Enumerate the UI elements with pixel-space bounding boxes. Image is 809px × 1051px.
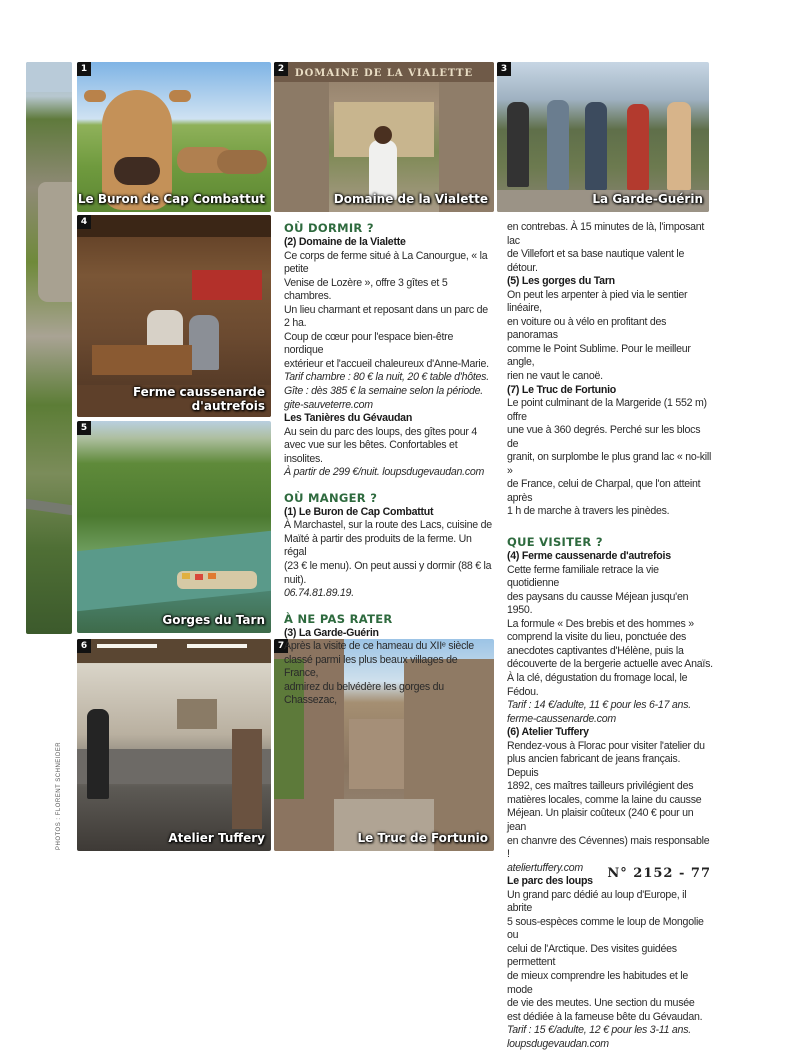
body-line: 5 sous-espèces comme le loup de Mongolie ou: [507, 915, 704, 942]
body-line: Au sein du parc des loups, des gîtes pour 4: [284, 425, 478, 438]
text-column-2: [507, 221, 713, 1051]
body-line: celui de l'Arctique. Des visites guidées permettent: [507, 942, 677, 969]
photo-tarn: [77, 421, 271, 633]
body-line: matières locales, comme la laine du causse: [507, 793, 702, 806]
body-line: comme le Point Sublime. Pour le meilleur angle,: [507, 342, 691, 369]
photo-ferme: [77, 215, 271, 417]
photo-caption: Domaine de la Vialette: [333, 192, 488, 206]
body-line: en voiture ou à vélo en profitant des panoramas: [507, 315, 667, 342]
body-line: découverte de la bergerie actuelle avec Anaïs.: [507, 658, 713, 671]
body-line: 1 h de marche à travers les pinèdes.: [507, 505, 670, 518]
body-line: admirez du belvédère les gorges du Chassezac,: [284, 680, 444, 707]
photo-number: 4: [77, 215, 91, 229]
body-line: de France, celui de Charpal, que l'on atteint après: [507, 478, 701, 504]
entry-title: (4) Ferme caussenarde d'autrefois: [507, 550, 671, 563]
body-line: rien ne vaut le canoë.: [507, 370, 603, 383]
body-line: de mieux comprendre les habitudes et le mode: [507, 969, 689, 996]
body-line: des paysans du causse Méjean jusqu'en 1950.: [507, 590, 689, 617]
entry-title: Le parc des loups: [507, 875, 593, 888]
heading-a-ne-pas-rater: À NE PAS RATER: [284, 611, 393, 626]
body-line: À Marchastel, sur la route des Lacs, cuisine de: [284, 519, 492, 532]
photo-number: 5: [77, 421, 91, 435]
tarif-line: Gîte : dès 385 € la semaine selon la période.: [284, 385, 483, 398]
body-line: La formule « Des brebis et des hommes »: [507, 617, 694, 630]
body-line: Un grand parc dédié au loup d'Europe, il abrite: [507, 888, 687, 915]
tarif-line: Tarif chambre : 80 € la nuit, 20 € table d'hôtes.: [284, 371, 489, 384]
text-column-1: [284, 221, 494, 708]
body-line: Un lieu charmant et reposant dans un parc de 2 ha.: [284, 303, 488, 330]
body-line: Rendez-vous à Florac pour visiter l'atelier du: [507, 739, 705, 752]
body-line: granit, on surplombe le plus grand lac « no-kill »: [507, 451, 712, 477]
body-line: Venise de Lozère », offre 3 gîtes et 5 chambres.: [284, 276, 448, 303]
photo-garde-guerin: [497, 62, 709, 212]
body-line: Le point culminant de la Margeride (1 552 m) offre: [507, 397, 707, 423]
cliff-photo-strip: [26, 62, 72, 634]
heading-ou-manger: OÙ MANGER ?: [284, 490, 378, 505]
photo-caption: Ferme caussenarde d'autrefois: [132, 385, 265, 413]
photo-number: 7: [274, 639, 288, 653]
domaine-sign: DOMAINE DE LA VIALETTE: [294, 68, 474, 79]
phone-number: 06.74.81.89.19.: [284, 587, 354, 600]
body-line: À la clé, dégustation du fromage local, le Fédou.: [507, 671, 688, 698]
body-line: plus ancien fabricant de jeans français. Depuis: [507, 753, 681, 779]
body-line: classé parmi les plus beaux villages de France,: [284, 653, 458, 680]
page-folio: N° 2152 - 77: [607, 866, 711, 881]
heading-que-visiter: QUE VISITER ?: [507, 535, 603, 550]
body-line: une vue à 360 degrés. Perché sur les blocs de: [507, 424, 701, 450]
photo-credit: PHOTOS : FLORENT SCHNEIDER: [56, 741, 62, 850]
tarif-line: Tarif : 14 €/adulte, 11 € pour les 6-17 ans.: [507, 699, 691, 712]
body-line: Après la visite de ce hameau du XIIᵉ siècle: [284, 640, 474, 653]
photo-number: 6: [77, 639, 91, 653]
body-line: de vie des meutes. Une section du musée: [507, 997, 695, 1010]
body-line: avec vue sur les bêtes. Confortables et insolites.: [284, 439, 458, 465]
photo-caption: Le Truc de Fortunio: [357, 831, 488, 845]
body-line: en contrebas. À 15 minutes de là, l'imposant lac: [507, 221, 705, 247]
body-line: Ce corps de ferme situé à La Canourgue, « la petite: [284, 249, 488, 276]
body-line: anecdotes captivantes d'Hélène, puis la: [507, 644, 684, 657]
photo-vialette: [274, 62, 494, 212]
body-line: 1892, ces maîtres tailleurs privilégient des: [507, 780, 694, 793]
photo-caption: Gorges du Tarn: [162, 613, 265, 627]
website-link[interactable]: ateliertuffery.com: [507, 861, 583, 874]
body-line: On peut les arpenter à pied via le sentier linéaire,: [507, 288, 688, 315]
entry-title: (5) Les gorges du Tarn: [507, 275, 615, 288]
body-line: Maïté à partir des produits de la ferme. Un régal: [284, 532, 472, 559]
body-line: est dédiée à la fameuse bête du Gévaudan.: [507, 1010, 703, 1023]
website-link[interactable]: ferme-caussenarde.com: [507, 712, 616, 725]
photo-caption: Atelier Tuffery: [168, 831, 265, 845]
tarif-line: À partir de 299 €/nuit. loupsdugevaudan.com: [284, 466, 485, 479]
photo-number: 2: [274, 62, 288, 76]
entry-title: (1) Le Buron de Cap Combattut: [284, 505, 434, 518]
photo-number: 1: [77, 62, 91, 76]
entry-title: (3) La Garde-Guérin: [284, 626, 379, 639]
photo-caption: La Garde-Guérin: [592, 192, 703, 206]
photo-tuffery: [77, 639, 271, 851]
body-line: Coup de cœur pour l'espace bien-être nordique: [284, 330, 454, 357]
heading-ou-dormir: OÙ DORMIR ?: [284, 221, 374, 235]
tarif-line: Tarif : 15 €/adulte, 12 € pour les 3-11 ans.: [507, 1024, 691, 1037]
body-line: Cette ferme familiale retrace la vie quotidienne: [507, 563, 659, 590]
entry-title: Les Tanières du Gévaudan: [284, 412, 413, 425]
body-line: en chanvre des Cévennes) mais responsable !: [507, 834, 710, 861]
entry-title: (6) Atelier Tuffery: [507, 726, 589, 739]
body-line: comprend la visite du lieu, ponctuée des: [507, 631, 687, 644]
website-link[interactable]: loupsdugevaudan.com: [507, 1037, 609, 1050]
photo-buron: [77, 62, 271, 212]
entry-title: (2) Domaine de la Vialette: [284, 236, 406, 248]
body-line: Méjean. Un plaisir coûteux (240 € pour un jean: [507, 807, 694, 833]
website-link[interactable]: gite-sauveterre.com: [284, 398, 373, 411]
entry-title: (7) Le Truc de Fortunio: [507, 383, 617, 396]
body-line: extérieur et l'accueil chaleureux d'Anne-Marie.: [284, 357, 489, 370]
body-line: de Villefort et sa base nautique valent le détour.: [507, 248, 685, 274]
photo-caption: Le Buron de Cap Combattut: [77, 192, 265, 206]
body-line: (23 € le menu). On peut aussi y dormir (88 € la nuit).: [284, 560, 492, 586]
photo-number: 3: [497, 62, 511, 76]
